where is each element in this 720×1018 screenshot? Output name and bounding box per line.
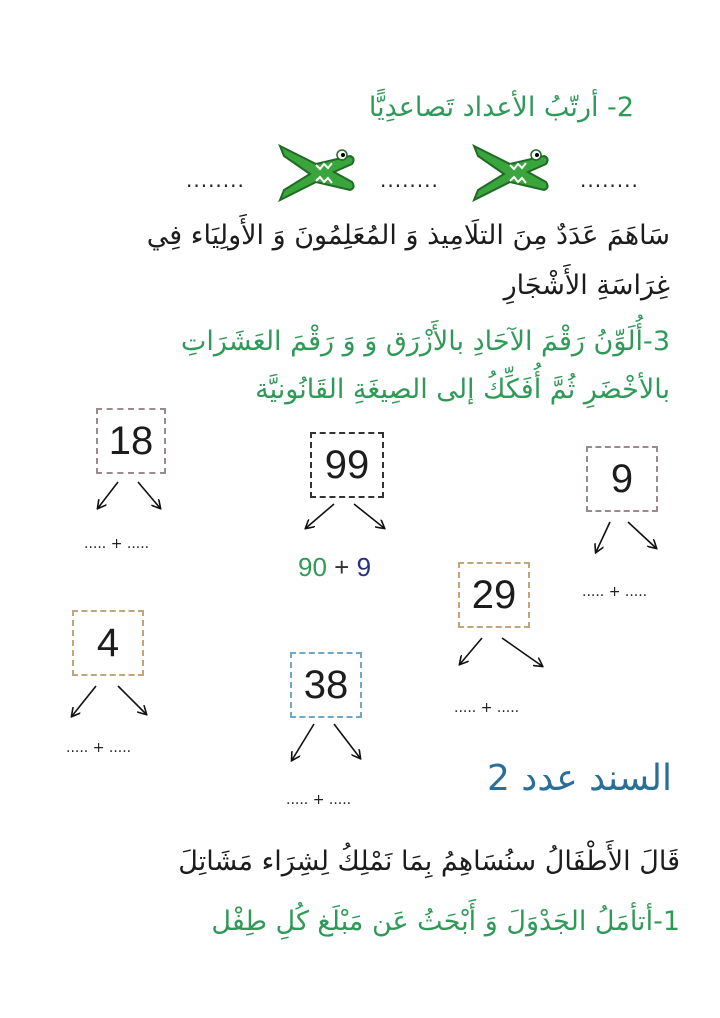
number-box-18: 18 [96, 408, 166, 474]
sum-blank-9[interactable]: ..... + ..... [582, 584, 648, 600]
sanad-text: قَالَ الأَطْفَالُ سنُسَاهِمُ بِمَا نَمْلِكُ لِشِرَاء مَشَاتِلَ [178, 846, 680, 877]
plus-sign: + [334, 552, 350, 582]
units-value: 9 [356, 552, 372, 582]
sum-blank-18[interactable]: ..... + ..... [84, 536, 150, 552]
blank-1[interactable]: ........ [186, 168, 245, 192]
sum-blank-29[interactable]: ..... + ..... [454, 700, 520, 716]
blank-3[interactable]: ........ [580, 168, 639, 192]
blank-2[interactable]: ........ [380, 168, 439, 192]
section3-heading-line-1: 3-أُلَوِّنُ رَقْمَ الآحَادِ بالأَزْرَق وَ وَ رَقْمَ العَشَرَاتِ [180, 326, 670, 357]
section2-heading: 2- أرتّبُ الأعداد تَصاعدِيًّا [368, 92, 634, 123]
sum-blank-38[interactable]: ..... + ..... [286, 792, 352, 808]
sanad-title: السند عدد 2 [486, 758, 672, 799]
prompt-line-2: غِرَاسَةِ الأَشْجَارِ [503, 270, 670, 301]
section3-heading-line-2: بالأخْضَرِ ثُمَّ أُفَكِّكُ إلى الصِيغَةِ القَانُونيَّة [255, 374, 670, 405]
sanad-task: 1-أتأمَلُ الجَدْوَلَ وَ أَبْحَثُ عَن مَبْلَغ كُلِ طِفْل [211, 906, 680, 937]
number-box-4: 4 [72, 610, 144, 676]
prompt-line-1: سَاهَمَ عَدَدٌ مِنَ التلَامِيذ وَ المُعَلِمُونَ وَ الأَولِيَاء فِي [146, 220, 670, 251]
answer-99 [298, 552, 371, 583]
sum-blank-4[interactable]: ..... + ..... [66, 740, 132, 756]
number-box-9: 9 [586, 446, 658, 512]
tens-value: 90 [298, 552, 327, 582]
number-box-29: 29 [458, 562, 530, 628]
number-box-99: 99 [310, 432, 384, 498]
number-box-38: 38 [290, 652, 362, 718]
